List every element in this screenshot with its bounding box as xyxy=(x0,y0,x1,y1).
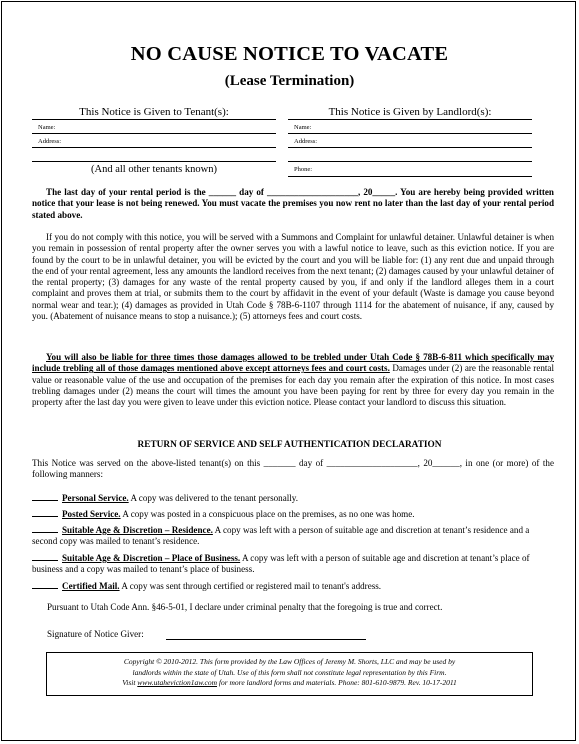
footer-visit-text: Visit xyxy=(122,678,138,687)
tenant-heading: This Notice is Given to Tenant(s): xyxy=(79,106,229,118)
checkbox-blank[interactable] xyxy=(32,492,58,501)
landlord-address-label: Address: xyxy=(294,138,318,145)
landlord-phone-line[interactable] xyxy=(288,176,532,177)
footer-line-1: Copyright © 2010-2012. This form provided by the Law Offices of Jeremy M. Shorts, LLC and may be used by xyxy=(123,657,456,666)
option-heading: Certified Mail. xyxy=(62,581,120,591)
option-suitable-age-residence[interactable] xyxy=(32,524,554,548)
option-heading: Personal Service. xyxy=(62,493,129,503)
option-certified-mail[interactable] xyxy=(32,580,554,592)
penalty-statement: Pursuant to Utah Code Ann. §46-5-01, I declare under criminal penalty that the foregoing is true and correct. xyxy=(47,602,443,612)
treble-damages-warning: You will also be liable for three times those damages allowed to be trebled under Utah Code § 78B-6-811 which specifically may include trebling all of those damages mentioned above except attorneys fees and court costs. xyxy=(32,352,554,374)
tenant-address-line-2[interactable] xyxy=(32,161,276,162)
option-text: A copy was posted in a conspicuous place on the premises, as no one was home. xyxy=(120,509,415,519)
copyright-footer xyxy=(46,652,533,696)
landlord-address-line-2[interactable] xyxy=(288,161,532,162)
option-heading: Suitable Age & Discretion – Place of Business. xyxy=(62,553,241,563)
other-tenants-note: (And all other tenants known) xyxy=(91,164,217,175)
option-heading: Posted Service. xyxy=(62,509,121,519)
option-text: A copy was left with a person of suitable age and discretion at tenant’s residence and a second copy was mailed to tenant’s residence. xyxy=(32,525,530,547)
option-posted-service[interactable] xyxy=(32,508,554,520)
tenant-address-line[interactable] xyxy=(32,147,276,148)
served-on-line: This Notice was served on the above-listed tenant(s) on this _______ day of ____________________, 20______, in one (or more) of the following manners: xyxy=(32,458,554,480)
tenant-name-label: Name: xyxy=(38,124,56,131)
unlawful-detainer-paragraph: If you do not comply with this notice, you will be served with a Summons and Complaint for unlawful detainer. Unlawful detainer is when you remain in possession of rental property after the owner serves you with a lawful notice to leave, such as this eviction notice. If you are found by the court to be in unlawful detainer, you will be evicted by the court and you will be liable for: (1) any rent due and unpaid through the end of your rental agreement, less any amounts the landlord receives from the next tenant; (2) damages caused by your unlawful detainer of the rental property; (3) damages for any waste of the rental property caused by you, if and only if the landlord alleges them in a court complaint and proves them at trial, or submits them to the court by affidavit in the event of your default (Waste is damage you cause beyond normal wear and tear.); (4) damages as provided in Utah Code § 78B-6-1107 through 1114 for the abatement of nuisance, if any, caused by you. (Abatement of nuisance means to stop a nuisance.); (5) attorneys fees and court costs. xyxy=(32,232,554,322)
option-personal-service[interactable] xyxy=(32,492,554,504)
checkbox-blank[interactable] xyxy=(32,580,58,589)
treble-damages-details: Damages under (2) are the reasonable rental value or reasonable value of the use and occupation of the premises for each day you remain after the expiration of this notice. In most cases trebling damages under (2) means the court will times the amount you have been paying for rent by three for every day you remain in the property after the last day you were given to leave under this eviction notice. Please contact your landlord to discuss this situation. xyxy=(32,363,554,408)
treble-damages-paragraph xyxy=(32,352,554,408)
tenant-name-line[interactable] xyxy=(32,133,276,134)
tenant-heading-line xyxy=(32,119,276,120)
landlord-heading: This Notice is Given by Landlord(s): xyxy=(328,106,492,118)
option-suitable-age-business[interactable] xyxy=(32,552,554,576)
landlord-name-line[interactable] xyxy=(288,133,532,134)
signature-line[interactable] xyxy=(166,639,366,640)
rental-period-paragraph: The last day of your rental period is the ______ day of ____________________, 20_____. You are hereby being provided written notice that your lease is not being renewed. You must vacate the premises you now rent no later than the last day of your rental period stated above. xyxy=(32,187,554,220)
landlord-phone-label: Phone: xyxy=(294,166,313,173)
option-text: A copy was sent through certified or registered mail to tenant's address. xyxy=(119,581,382,591)
declaration-title: RETURN OF SERVICE AND SELF AUTHENTICATION DECLARATION xyxy=(137,440,442,450)
page-subtitle: (Lease Termination) xyxy=(224,73,355,89)
website-link[interactable]: www.utaheviction1aw.com xyxy=(137,678,218,687)
footer-line-2: landlords within the state of Utah. Use of this form shall not constitute legal representation by this Firm. xyxy=(132,667,447,677)
signature-label: Signature of Notice Giver: xyxy=(47,629,144,639)
tenant-address-label: Address: xyxy=(38,138,62,145)
checkbox-blank[interactable] xyxy=(32,524,58,533)
checkbox-blank[interactable] xyxy=(32,508,58,517)
option-text: A copy was delivered to the tenant personally. xyxy=(128,493,299,503)
landlord-heading-line xyxy=(288,119,532,120)
checkbox-blank[interactable] xyxy=(32,552,58,561)
landlord-address-line[interactable] xyxy=(288,147,532,148)
option-text: A copy was left with a person of suitable age and discretion at tenant’s place of business and a copy was mailed to tenant’s place of business. xyxy=(32,553,530,575)
footer-line-3 xyxy=(53,678,526,689)
footer-contact-text: for more landlord forms and materials. Phone: 801-610-9879. Rev. 10-17-2011 xyxy=(217,678,457,687)
landlord-name-label: Name: xyxy=(294,124,312,131)
page-title: NO CAUSE NOTICE TO VACATE xyxy=(130,43,449,65)
option-heading: Suitable Age & Discretion – Residence. xyxy=(62,525,213,535)
